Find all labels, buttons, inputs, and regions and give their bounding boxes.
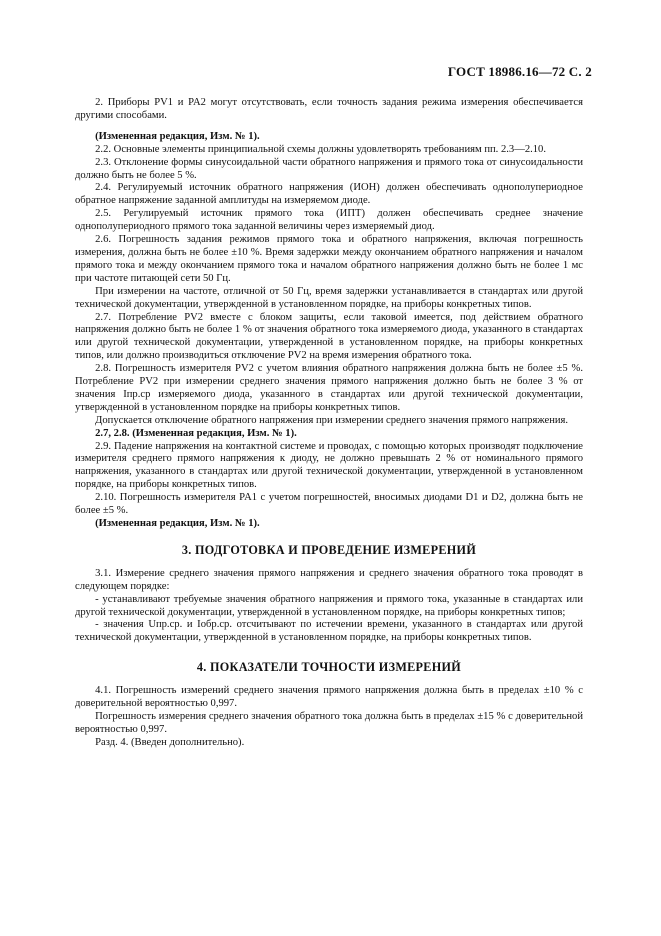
paragraph-2-2: 2.2. Основные элементы принципиальной схемы должны удовлетворять требованиям пп. 2.3—2.10. xyxy=(95,143,547,155)
paragraph-edit-note: 2.7, 2.8. (Измененная редакция, Изм. № 1). xyxy=(95,427,297,439)
page-header: ГОСТ 18986.16—72 С. 2 xyxy=(447,64,592,79)
paragraph-section-4-note: Разд. 4. (Введен дополнительно). xyxy=(95,736,245,748)
paragraph-2-6-continued: При измерении на частоте, отличной от 50 Гц, время задержки устанавливается в стандартах или другой технической документации, утвержденной в установленном порядке, на приборы конкретных типов. xyxy=(75,285,583,310)
paragraph-2-8: 2.8. Погрешность измерителя PV2 с учетом влияния обратного напряжения должна быть не более ±5 %. Потребление PV2 при измерении среднего значения прямого напряжения должно быть не более 3 % от значения Iпр.ср измеряемого диода, указанного в стандартах или другой технической документации, утвержденной в установленном порядке на приборы конкретных типов. xyxy=(75,363,583,413)
paragraph-3-1: 3.1. Измерение среднего значения прямого напряжения и среднего значения обратного тока проводят в следующем порядке: xyxy=(75,567,583,592)
paragraph-edit-note: (Измененная редакция, Изм. № 1). xyxy=(95,518,260,529)
document-body xyxy=(75,97,583,750)
paragraph-note-2: 2. Приборы PV1 и PA2 могут отсутствовать, если точность задания режима измерения обеспечивается другими способами. xyxy=(75,97,583,121)
paragraph-4-1: 4.1. Погрешность измерений среднего значения прямого напряжения должна быть в пределах ±10 % с доверительной вероятностью 0,997. xyxy=(75,685,583,710)
paragraph-2-3: 2.3. Отклонение формы синусоидальной части обратного напряжения и прямого тока от синусоидальности должно быть не более 5 %. xyxy=(75,156,583,181)
paragraph-2-4: 2.4. Регулируемый источник обратного напряжения (ИОН) должен обеспечивать однополупериодное обратное напряжение заданной амплитуды на измеряемом диоде. xyxy=(75,182,583,207)
paragraph-edit-note: (Измененная редакция, Изм. № 1). xyxy=(95,130,260,142)
paragraph-2-5: 2.5. Регулируемый источник прямого тока (ИПТ) должен обеспечивать среднее значение однополупериодного прямого тока заданной величины через измеряемый диод. xyxy=(75,208,583,233)
paragraph-2-10: 2.10. Погрешность измерителя PA1 с учетом погрешностей, вносимых диодами D1 и D2, должна быть не более ±5 %. xyxy=(75,492,583,517)
paragraph-2-9: 2.9. Падение напряжения на контактной системе и проводах, с помощью которых производят подключение измерителя среднего прямого напряжения к диоду, не должно превышать 2 % от номинального прямого напряжения, указанного в стандартах или другой технической документации, утвержденной в установленном порядке, на приборы конкретных типов. xyxy=(75,440,583,491)
section-4-heading: 4. ПОКАЗАТЕЛИ ТОЧНОСТИ ИЗМЕРЕНИЙ xyxy=(196,660,462,675)
paragraph-4-1-continued: Погрешность измерения среднего значения обратного тока должна быть в пределах ±15 % с доверительной вероятностью 0,997. xyxy=(75,710,583,735)
paragraph-2-7: 2.7. Потребление PV2 вместе с блоком защиты, если таковой имеется, под действием обратного напряжения должно быть не более 1 % от значения обратного тока измеряемого диода, указанного в стандартах или другой технической документации, утвержденной в установленном порядке, на приборы конкретных типов, или должно производиться отключение PV2 на время измерения обратного тока. xyxy=(75,311,583,362)
paragraph-2-6: 2.6. Погрешность задания режимов прямого тока и обратного напряжения, включая погрешность измерения, должна быть не более ±10 %. Время задержки между окончанием обратного напряжения и началом прямого тока и между окончанием прямого тока и началом обратного напряжения должно быть не более 1 мс при частоте питающей сети 50 Гц. xyxy=(75,234,583,284)
paragraph-2-8-continued: Допускается отключение обратного напряжения при измерении среднего значения прямого напряжения. xyxy=(95,414,569,426)
list-item: - устанавливают требуемые значения обратного напряжения и прямого тока, указанные в стандартах или другой технической документации, утвержденной в установленном порядке, на приборы конкретных типов; xyxy=(75,593,583,618)
section-3-heading: 3. ПОДГОТОВКА И ПРОВЕДЕНИЕ ИЗМЕРЕНИЙ xyxy=(181,542,477,557)
list-item: - значения Uпр.ср. и Iобр.ср. отсчитывают по истечении времени, указанного в стандартах или другой технической документации, утвержденной в установленном порядке, на приборы конкретных типов. xyxy=(75,619,583,644)
